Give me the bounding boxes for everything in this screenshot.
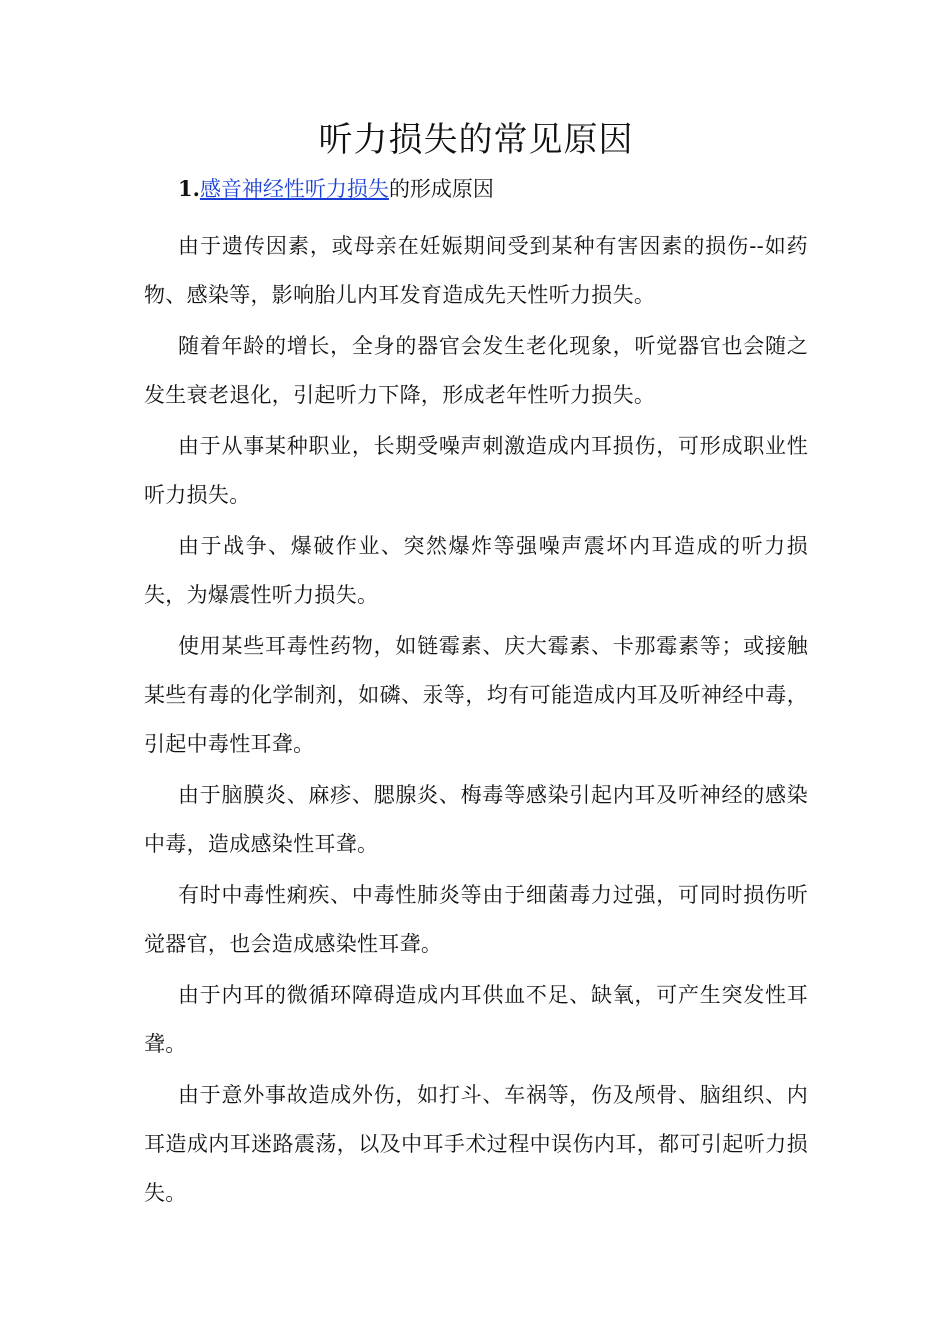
page-title: 听力损失的常见原因 (318, 120, 634, 160)
document-page (144, 112, 808, 1220)
section-link[interactable]: 感音神经性听力损失 (199, 177, 389, 201)
section-number: 1. (178, 176, 200, 201)
paragraph-trauma: 由于意外事故造成外伤，如打斗、车祸等，伤及颅骨、脑组织、内耳造成内耳迷路震荡，以及中耳手术过程中误伤内耳，都可引起听力损失。 (144, 1083, 808, 1205)
paragraph-infection: 由于脑膜炎、麻疹、腮腺炎、梅毒等感染引起内耳及听神经的感染中毒，造成感染性耳聋。 (144, 783, 808, 856)
section-heading-suffix: 的形成原因 (388, 177, 494, 201)
paragraph-congenital: 由于遗传因素，或母亲在妊娠期间受到某种有害因素的损伤--如药物、感染等，影响胎儿内耳发育造成先天性听力损失。 (144, 234, 808, 307)
paragraph-age-related: 随着年龄的增长，全身的器官会发生老化现象，听觉器官也会随之发生衰老退化，引起听力下降，形成老年性听力损失。 (144, 334, 808, 407)
paragraph-sudden: 由于内耳的微循环障碍造成内耳供血不足、缺氧，可产生突发性耳聋。 (144, 983, 808, 1056)
paragraph-bacterial: 有时中毒性痢疾、中毒性肺炎等由于细菌毒力过强，可同时损伤听觉器官，也会造成感染性耳聋。 (144, 883, 808, 956)
paragraph-occupational: 由于从事某种职业，长期受噪声刺激造成内耳损伤，可形成职业性听力损失。 (144, 434, 808, 507)
paragraph-ototoxic: 使用某些耳毒性药物，如链霉素、庆大霉素、卡那霉素等；或接触某些有毒的化学制剂，如磷、汞等，均有可能造成内耳及听神经中毒，引起中毒性耳聋。 (144, 634, 808, 756)
paragraph-blast: 由于战争、爆破作业、突然爆炸等强噪声震坏内耳造成的听力损失，为爆震性听力损失。 (144, 534, 808, 607)
section-heading (144, 172, 808, 206)
